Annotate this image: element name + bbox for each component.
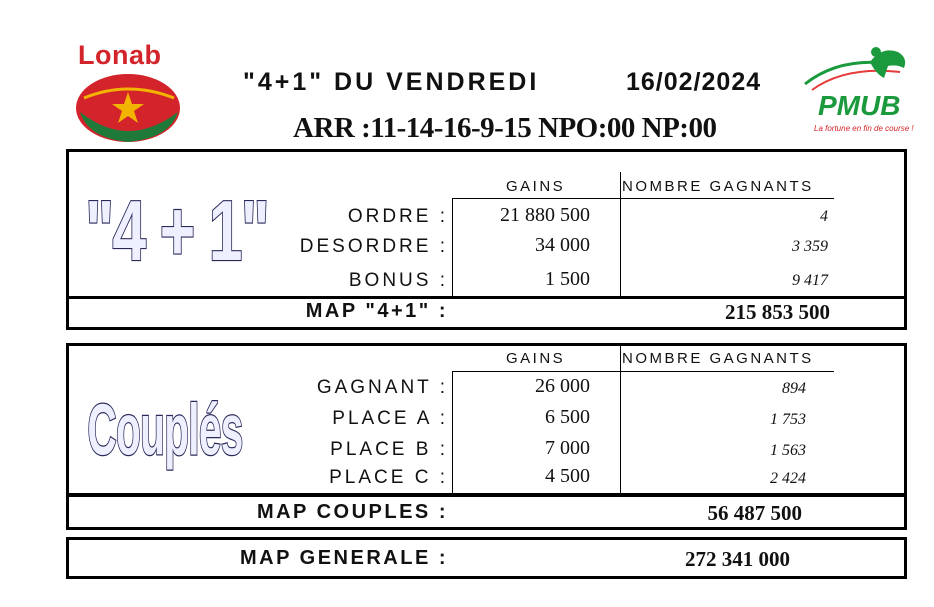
row-gain-ordre: 21 880 500 xyxy=(500,204,590,226)
map-couples-label: MAP COUPLES : xyxy=(256,501,448,523)
row-label-desordre: DESORDRE : xyxy=(299,236,448,257)
row-label-place-c: PLACE C : xyxy=(329,467,448,488)
col-divider-2a xyxy=(452,371,453,493)
col-divider-2b xyxy=(620,346,621,493)
row-label-ordre: ORDRE : xyxy=(347,206,448,227)
row-count-bonus: 9 417 xyxy=(792,272,828,289)
row-count-place-a: 1 753 xyxy=(770,411,806,428)
row-label-place-a: PLACE A : xyxy=(332,408,448,429)
map-4plus1-label: MAP "4+1" : xyxy=(305,300,448,322)
row-label-gagnant: GAGNANT : xyxy=(316,377,448,398)
row-label-bonus: BONUS : xyxy=(348,270,448,291)
col-divider-1a xyxy=(452,198,453,296)
col-header-winners-1: NOMBRE GAGNANTS xyxy=(622,178,814,195)
row-count-place-b: 1 563 xyxy=(770,442,806,459)
row-count-gagnant: 894 xyxy=(782,380,806,397)
row-count-desordre: 3 359 xyxy=(792,238,828,255)
graphic-4plus1 xyxy=(82,175,282,285)
lonab-logo-text: Lonab xyxy=(78,40,162,70)
col-header-winners-2: NOMBRE GAGNANTS xyxy=(622,350,814,367)
row-count-place-c: 2 424 xyxy=(770,470,806,487)
pmub-logo xyxy=(800,44,925,139)
row-gain-bonus: 1 500 xyxy=(545,268,590,290)
arrival-line: ARR :11-14-16-9-15 NPO:00 NP:00 xyxy=(293,112,717,144)
race-date: 16/02/2024 xyxy=(626,68,762,96)
graphic-4plus1-text: "4 + 1" xyxy=(85,182,268,279)
map-couples-value: 56 487 500 xyxy=(707,501,802,525)
page-title: "4+1" DU VENDREDI xyxy=(243,68,540,96)
row-count-ordre: 4 xyxy=(820,208,828,225)
row-gain-desordre: 34 000 xyxy=(535,234,590,256)
row-gain-gagnant: 26 000 xyxy=(535,375,590,397)
row-gain-place-c: 4 500 xyxy=(545,465,590,487)
lonab-logo xyxy=(70,40,190,145)
graphic-couples xyxy=(86,372,266,482)
row-label-place-b: PLACE B : xyxy=(330,439,448,460)
map-4plus1-value: 215 853 500 xyxy=(725,300,830,324)
header-underline-1 xyxy=(452,198,834,199)
pmub-logo-text: PMUB xyxy=(818,90,901,121)
col-divider-1b xyxy=(620,172,621,296)
row-gain-place-a: 6 500 xyxy=(545,406,590,428)
col-header-gains-1: GAINS xyxy=(506,178,566,195)
row-gain-place-b: 7 000 xyxy=(545,437,590,459)
header-underline-2 xyxy=(452,371,834,372)
map-general-label: MAP GENERALE : xyxy=(240,547,448,569)
graphic-couples-text: Couplés xyxy=(87,390,243,471)
map-general-value: 272 341 000 xyxy=(685,547,790,571)
pmub-logo-tagline: La fortune en fin de course ! xyxy=(814,124,914,133)
col-header-gains-2: GAINS xyxy=(506,350,566,367)
